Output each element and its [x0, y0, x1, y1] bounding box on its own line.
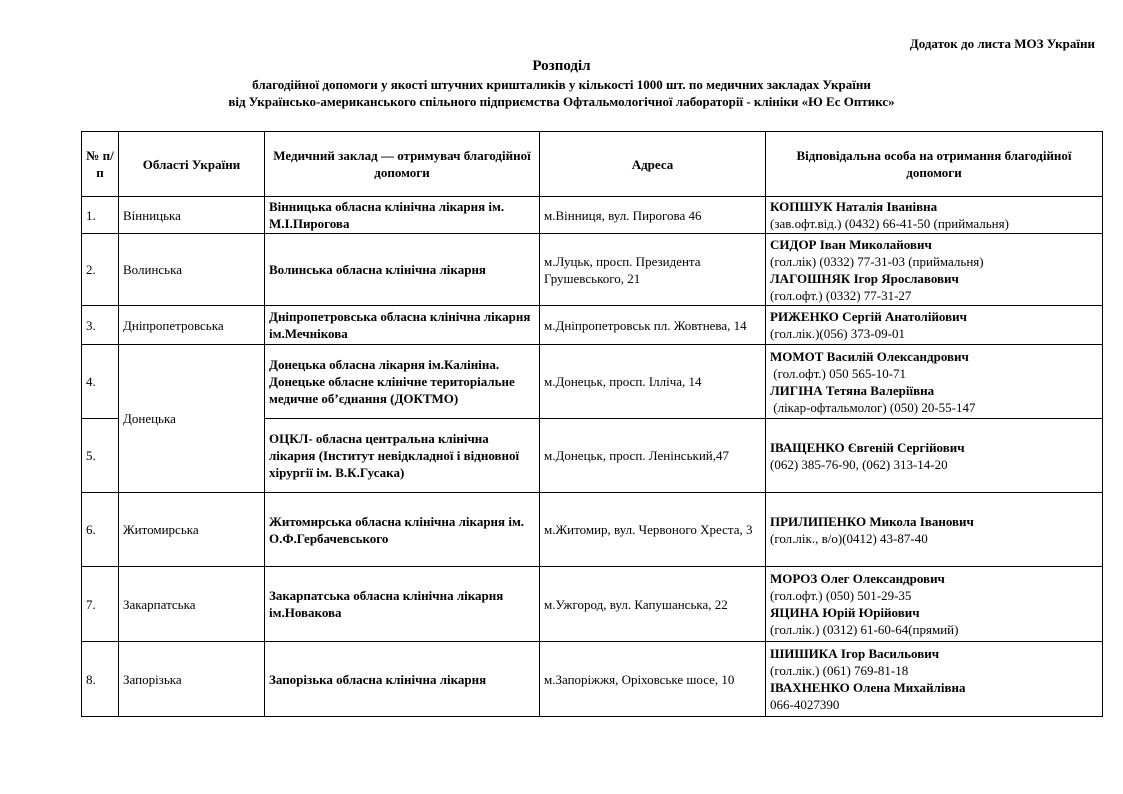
responsible-cell: [766, 306, 1103, 345]
person-contact: (зав.офт.від.) (0432) 66-41-50 (приймальня): [770, 216, 1009, 231]
table-row: [82, 567, 1103, 642]
row-number: 4.: [82, 345, 119, 419]
address-cell: м.Донецьк, просп. Ілліча, 14: [540, 345, 766, 419]
row-number: 3.: [82, 306, 119, 345]
institution-cell: Запорізька обласна клінічна лікарня: [265, 642, 540, 717]
distribution-table: [81, 131, 1103, 717]
person-name: РИЖЕНКО Сергій Анатолійович: [770, 309, 967, 324]
header-num: № п/п: [82, 132, 119, 197]
person-contact: (гол.лік., в/о)(0412) 43-87-40: [770, 530, 928, 546]
person-name: ЛИГІНА Тетяна Валеріївна: [770, 382, 935, 398]
header-region: Області України: [119, 132, 265, 197]
person-name: ІВАХНЕНКО Олена Михайлівна: [770, 680, 966, 695]
person-name: ЯЦИНА Юрій Юрійович: [770, 605, 920, 620]
person-name: ІВАЩЕНКО Євгеній Сергійович: [770, 439, 965, 455]
person-name: ШИШИКА Ігор Васильович: [770, 646, 940, 661]
responsible-cell: [766, 234, 1103, 306]
appendix-note: Додаток до листа МОЗ України: [909, 36, 1095, 51]
title-block: [100, 57, 1023, 110]
person-contact: (гол.лік.) (061) 769-81-18: [770, 663, 909, 678]
address-cell: м.Житомир, вул. Червоного Хреста, 3: [540, 493, 766, 567]
row-number: 6.: [82, 493, 119, 567]
person-name: КОПШУК Наталія Іванівна: [770, 199, 938, 214]
table-row: [82, 234, 1103, 306]
person-contact: (гол.офт.) (050) 501-29-35: [770, 588, 912, 603]
person-contact: (гол.офт.) 050 565-10-71: [770, 365, 907, 381]
row-number: 1.: [82, 197, 119, 234]
table-row: [82, 306, 1103, 345]
person-name: СИДОР Іван Миколайович: [770, 236, 932, 252]
institution-cell: Житомирська обласна клінічна лікарня ім. О.Ф.Гербачевського: [265, 493, 540, 567]
person-contact: (гол.офт.) (0332) 77-31-27: [770, 287, 912, 303]
row-number: 8.: [82, 642, 119, 717]
header-institution: Медичний заклад — отримувач благодійної допомоги: [265, 132, 540, 197]
region-cell: Донецька: [119, 345, 265, 493]
person-name: МОРОЗ Олег Олександрович: [770, 571, 945, 586]
region-cell: Волинська: [119, 234, 265, 306]
person-contact: 066-4027390: [770, 697, 840, 712]
document-subtitle-1: благодійної допомоги у якості штучних кришталиків у кількості 1000 шт. по медичних закладах України: [252, 77, 871, 92]
document-title: Розподіл: [532, 58, 591, 74]
address-cell: м.Донецьк, просп. Ленінський,47: [540, 419, 766, 493]
address-cell: м.Запоріжжя, Оріховське шосе, 10: [540, 642, 766, 717]
person-contact: (гол.лік) (0332) 77-31-03 (приймальня): [770, 253, 984, 269]
person-contact: (гол.лік.) (0312) 61-60-64(прямий): [770, 622, 959, 637]
region-cell: Закарпатська: [119, 567, 265, 642]
responsible-cell: [766, 419, 1103, 493]
table-row: [82, 197, 1103, 234]
table-row: [82, 345, 1103, 419]
row-number: 5.: [82, 419, 119, 493]
table-row: [82, 493, 1103, 567]
address-cell: м.Вінниця, вул. Пирогова 46: [540, 197, 766, 234]
row-number: 2.: [82, 234, 119, 306]
region-cell: Дніпропетровська: [119, 306, 265, 345]
institution-cell: Волинська обласна клінічна лікарня: [265, 234, 540, 306]
table-header-row: [82, 132, 1103, 197]
header-address: Адреса: [540, 132, 766, 197]
institution-cell: Донецька обласна лікарня ім.Калініна. Донецьке обласне клінічне територіальне медичне об’єднання (ДОКТМО): [265, 345, 540, 419]
address-cell: м.Ужгород, вул. Капушанська, 22: [540, 567, 766, 642]
address-cell: м.Луцьк, просп. Президента Грушевського, 21: [540, 234, 766, 306]
table-row: [82, 642, 1103, 717]
institution-cell: Закарпатська обласна клінічна лікарня ім.Новакова: [265, 567, 540, 642]
institution-cell: Вінницька обласна клінічна лікарня ім. М.І.Пирогова: [265, 197, 540, 234]
region-cell: Запорізька: [119, 642, 265, 717]
row-number: 7.: [82, 567, 119, 642]
institution-cell: Дніпропетровська обласна клінічна лікарня ім.Мечнікова: [265, 306, 540, 345]
person-name: ПРИЛИПЕНКО Микола Іванович: [770, 513, 974, 529]
responsible-cell: [766, 493, 1103, 567]
address-cell: м.Дніпропетровськ пл. Жовтнева, 14: [540, 306, 766, 345]
person-name: МОМОТ Василій Олександрович: [770, 348, 969, 364]
region-cell: Вінницька: [119, 197, 265, 234]
person-name: ЛАГОШНЯК Ігор Ярославович: [770, 270, 959, 286]
responsible-cell: [766, 642, 1103, 717]
responsible-cell: [766, 197, 1103, 234]
institution-cell: ОЦКЛ- обласна центральна клінічна лікарня (Інститут невідкладної і відновної хірургії ім. В.К.Гусака): [265, 419, 540, 493]
header-responsible: Відповідальна особа на отримання благодійної допомоги: [766, 132, 1103, 197]
responsible-cell: [766, 345, 1103, 419]
document-subtitle-2: від Українсько-американського спільного підприємства Офтальмологічної лабораторії - клініки «Ю Ес Оптикс»: [228, 94, 895, 109]
region-cell: Житомирська: [119, 493, 265, 567]
person-contact: (гол.лік.)(056) 373-09-01: [770, 326, 905, 341]
responsible-cell: [766, 567, 1103, 642]
person-contact: (062) 385-76-90, (062) 313-14-20: [770, 456, 948, 472]
person-contact: (лікар-офтальмолог) (050) 20-55-147: [770, 399, 976, 415]
